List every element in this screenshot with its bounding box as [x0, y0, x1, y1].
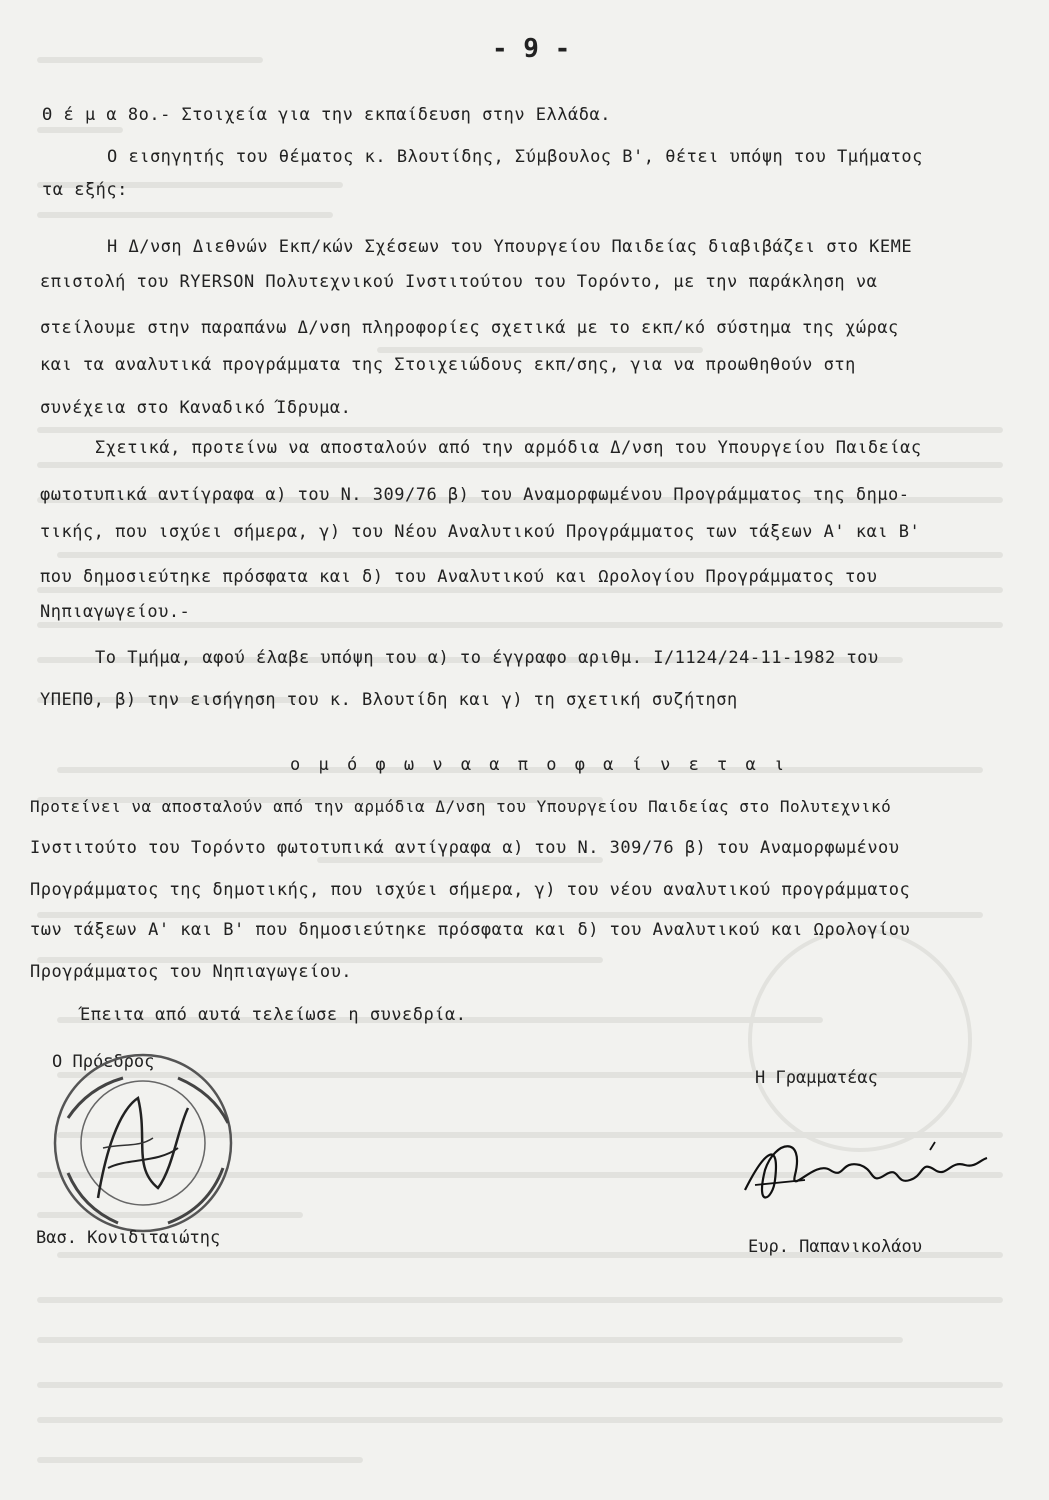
- page-number: - 9 -: [492, 34, 571, 64]
- president-name: Βασ. Κονιδιταιώτης: [36, 1228, 221, 1248]
- secretary-name: Ευρ. Παπανικολάου: [748, 1237, 922, 1257]
- paragraph-line: Το Τμήμα, αφού έλαβε υπόψη του α) το έγγραφο αριθμ. Ι/1124/24-11-1982 του: [95, 648, 879, 668]
- paragraph-line: Προγράμματος του Νηπιαγωγείου.: [30, 962, 353, 982]
- paragraph-line: τικής, που ισχύει σήμερα, γ) του Νέου Αναλυτικού Προγράμματος των τάξεων Α' και Β': [40, 522, 921, 542]
- official-seal-stamp: [28, 1048, 258, 1238]
- paragraph-line: ΥΠΕΠΘ, β) την εισήγηση του κ. Βλουτίδη και γ) τη σχετική συζήτηση: [40, 690, 738, 710]
- decision-heading: ο μ ό φ ω ν α α π ο φ α ί ν ε τ α ι: [290, 755, 789, 775]
- paragraph-line: φωτοτυπικά αντίγραφα α) του Ν. 309/76 β) του Αναμορφωμένου Προγράμματος της δημο-: [40, 485, 910, 505]
- paragraph-line: Ο εισηγητής του θέματος κ. Βλουτίδης, Σύμβουλος Β', θέτει υπόψη του Τμήματος: [107, 147, 923, 167]
- paragraph-line: Έπειτα από αυτά τελείωσε η συνεδρία.: [80, 1005, 467, 1025]
- secretary-title: Η Γραμματέας: [755, 1068, 878, 1088]
- paragraph-line: επιστολή του RYERSON Πολυτεχνικού Ινστιτούτου του Τορόντο, με την παράκληση να: [40, 272, 878, 292]
- paragraph-line: Ινστιτούτο του Τορόντο φωτοτυπικά αντίγραφα α) του Ν. 309/76 β) του Αναμορφωμένου: [30, 838, 900, 858]
- paragraph-line: τα εξής:: [42, 180, 128, 200]
- paragraph-line: Νηπιαγωγείου.-: [40, 602, 191, 622]
- paragraph-line: που δημοσιεύτηκε πρόσφατα και δ) του Αναλυτικού και Ωρολογίου Προγράμματος του: [40, 567, 878, 587]
- paragraph-line: και τα αναλυτικά προγράμματα της Στοιχειώδους εκπ/σης, για να προωθηθούν στη: [40, 355, 856, 375]
- paragraph-line: των τάξεων Α' και Β' που δημοσιεύτηκε πρόσφατα και δ) του Αναλυτικού και Ωρολογίου: [30, 920, 911, 940]
- subject-heading: Θ έ μ α 8ο.- Στοιχεία για την εκπαίδευση στην Ελλάδα.: [42, 105, 611, 125]
- paragraph-line: Προγράμματος της δημοτικής, που ισχύει σήμερα, γ) του νέου αναλυτικού προγράμματος: [30, 880, 911, 900]
- paragraph-line: Η Δ/νση Διεθνών Εκπ/κών Σχέσεων του Υπουργείου Παιδείας διαβιβάζει στο ΚΕΜΕ: [107, 237, 913, 257]
- secretary-handwritten-signature: [735, 1130, 995, 1220]
- paragraph-line: Σχετικά, προτείνω να αποσταλούν από την αρμόδια Δ/νση του Υπουργείου Παιδείας: [95, 438, 922, 458]
- paragraph-line: στείλουμε στην παραπάνω Δ/νση πληροφορίες σχετικά με το εκπ/κό σύστημα της χώρας: [40, 318, 899, 338]
- paragraph-line: συνέχεια στο Καναδικό Ίδρυμα.: [40, 398, 352, 418]
- president-title: Ο Πρόεδρος: [52, 1052, 155, 1072]
- paragraph-line: Προτείνει να αποσταλούν από την αρμόδια Δ/νση του Υπουργείου Παιδείας στο Πολυτεχνικό: [30, 797, 892, 816]
